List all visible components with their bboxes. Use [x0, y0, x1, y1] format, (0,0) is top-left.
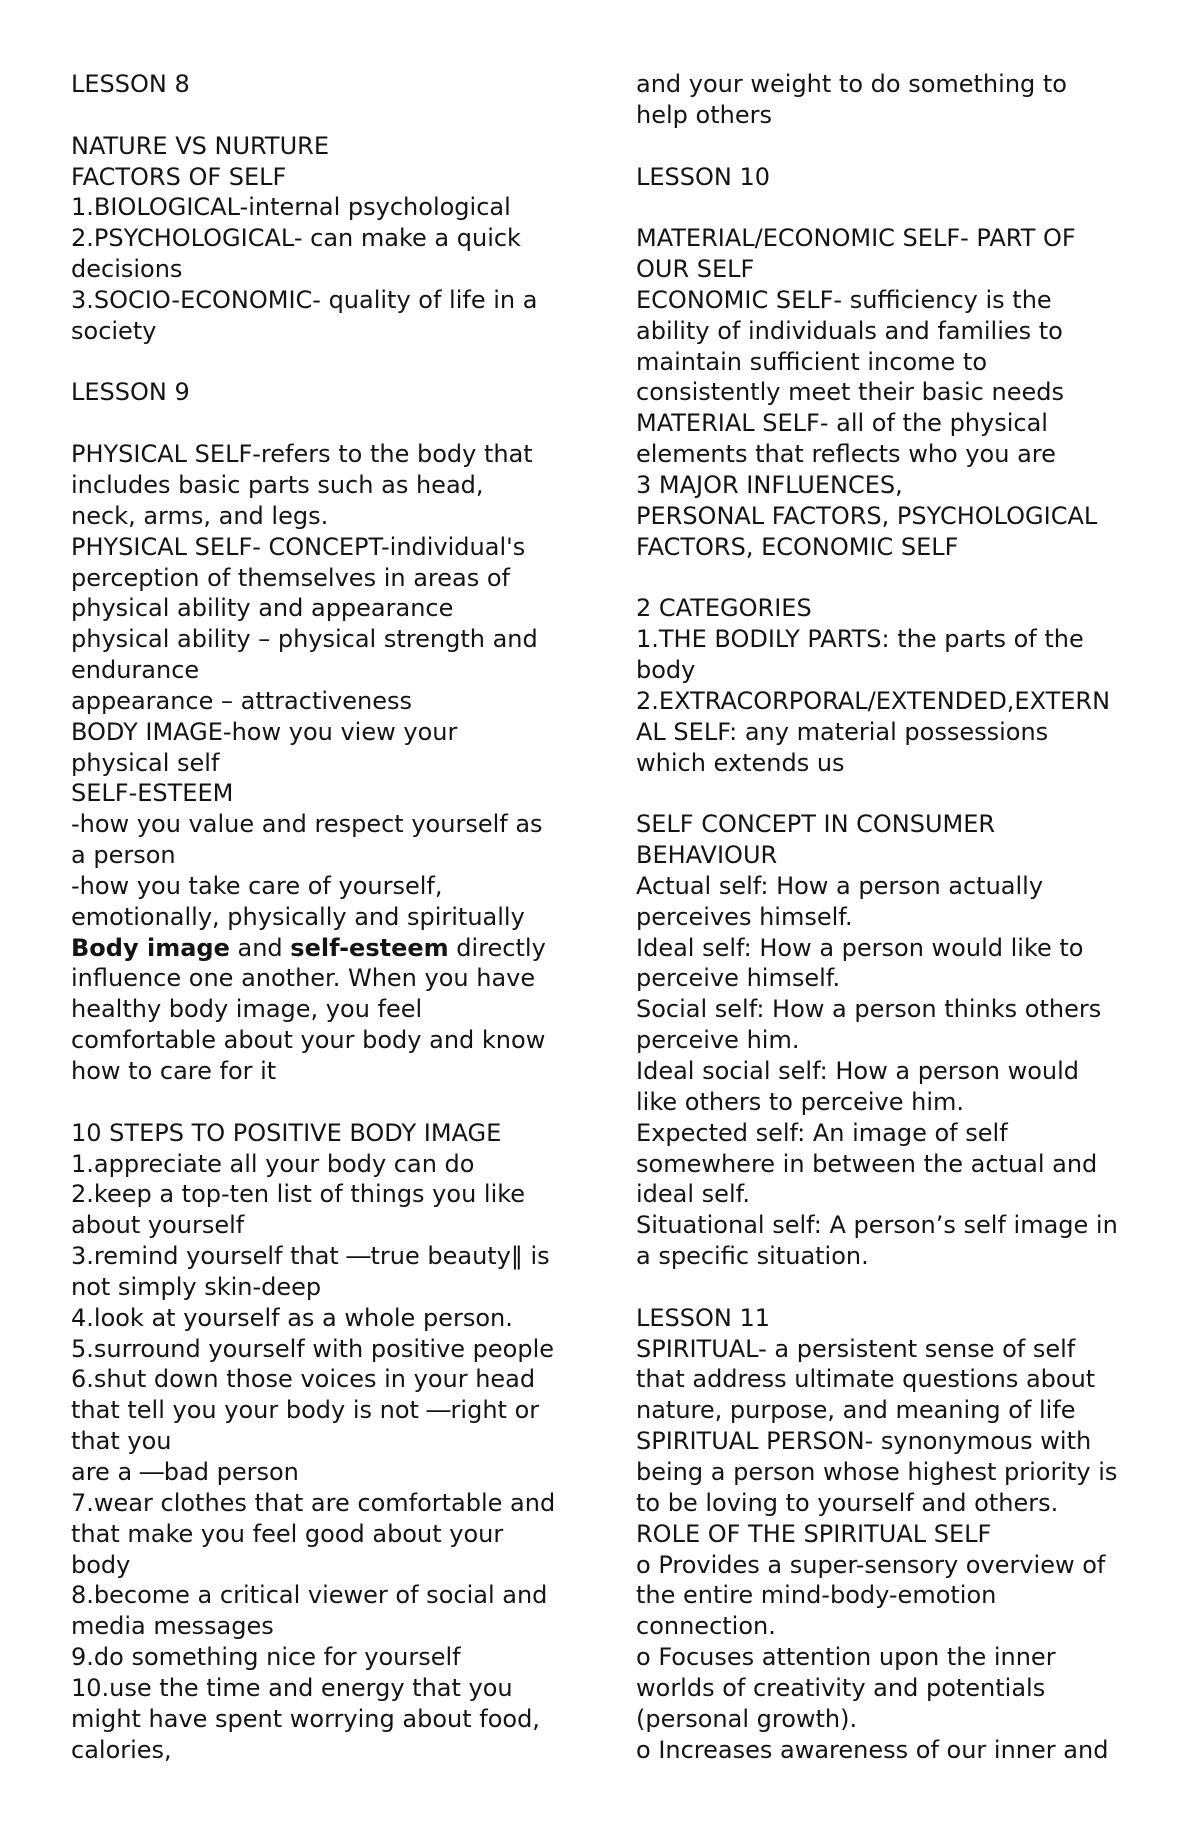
bold-text: Body image: [71, 933, 230, 962]
text-line: 10.use the time and energy that you: [71, 1673, 513, 1702]
text-line: connection.: [636, 1612, 776, 1641]
text-line: 3.SOCIO-ECONOMIC- quality of life in a: [71, 285, 538, 314]
text-line: SELF CONCEPT IN CONSUMER: [636, 810, 996, 839]
text-line: BODY IMAGE-how you view your: [71, 717, 458, 746]
text-line: worlds of creativity and potentials: [636, 1673, 1046, 1702]
text-line: 3.remind yourself that ―true beauty‖ is: [71, 1242, 550, 1271]
text-line: FACTORS, ECONOMIC SELF: [636, 532, 959, 561]
text-line: that address ultimate questions about: [636, 1365, 1096, 1394]
text-line: to be loving to yourself and others.: [636, 1488, 1059, 1517]
text-line: SPIRITUAL- a persistent sense of self: [636, 1334, 1076, 1363]
text-line: SELF-ESTEEM: [71, 779, 234, 808]
text-line: perception of themselves in areas of: [71, 563, 510, 592]
bold-text: self-esteem: [290, 933, 449, 962]
text-line: which extends us: [636, 748, 845, 777]
text-block: [71, 131, 591, 347]
text-line: comfortable about your body and know: [71, 1026, 546, 1055]
text-line: Social self: How a person thinks others: [636, 995, 1102, 1024]
text-line: the entire mind-body-emotion: [636, 1581, 997, 1610]
text-line: decisions: [71, 255, 183, 284]
text-line: neck, arms, and legs.: [71, 501, 329, 530]
text-line: 2.EXTRACORPORAL/EXTENDED,EXTERN: [636, 686, 1111, 715]
right-column: [636, 69, 1176, 1765]
text-line: [71, 933, 591, 964]
text-line: being a person whose highest priority is: [636, 1457, 1118, 1486]
text-block: [71, 377, 591, 408]
text-line: body: [71, 1550, 131, 1579]
text-block: [636, 593, 1176, 778]
text-line: perceive himself.: [636, 964, 841, 993]
text-block: [636, 809, 1176, 1272]
text-line: 7.wear clothes that are comfortable and: [71, 1488, 556, 1517]
text-line: BEHAVIOUR: [636, 841, 778, 870]
text-line: MATERIAL SELF- all of the physical: [636, 409, 1048, 438]
text-line: are a ―bad person: [71, 1457, 299, 1486]
text-line: LESSON 9: [71, 378, 190, 407]
text-line: Ideal social self: How a person would: [636, 1057, 1080, 1085]
text-line: PERSONAL FACTORS, PSYCHOLOGICAL: [636, 501, 1098, 530]
text-line: somewhere in between the actual and: [636, 1149, 1098, 1178]
text-line: Situational self: A person’s self image in: [636, 1211, 1118, 1240]
text-line: LESSON 8: [71, 70, 190, 98]
text-line: Ideal self: How a person would like to: [636, 933, 1084, 962]
text-line: MATERIAL/ECONOMIC SELF- PART OF: [636, 224, 1076, 253]
text-line: a specific situation.: [636, 1242, 869, 1271]
text-line: how to care for it: [71, 1057, 277, 1085]
text-line: 1.appreciate all your body can do: [71, 1149, 475, 1178]
text-line: ideal self.: [636, 1180, 750, 1209]
text-line: LESSON 10: [636, 162, 771, 191]
text-line: not simply skin-deep: [71, 1272, 322, 1301]
left-column: [71, 69, 591, 1765]
text-line: might have spent worrying about food,: [71, 1704, 540, 1733]
text-line: Actual self: How a person actually: [636, 871, 1044, 900]
text-line: endurance: [71, 656, 200, 685]
text-line: 10 STEPS TO POSITIVE BODY IMAGE: [71, 1118, 502, 1147]
text-line: (personal growth).: [636, 1704, 858, 1733]
text-line: a person: [71, 841, 176, 870]
text-line: o Increases awareness of our inner and: [636, 1735, 1109, 1764]
text-line: 2.keep a top-ten list of things you like: [71, 1180, 526, 1209]
text-line: perceives himself.: [636, 902, 853, 931]
text-line: elements that reflects who you are: [636, 440, 1056, 469]
text-line: physical ability and appearance: [71, 594, 454, 623]
text-line: LESSON 11: [636, 1303, 771, 1332]
text-line: PHYSICAL SELF- CONCEPT-individual's: [71, 532, 526, 561]
text-line: influence one another. When you have: [71, 964, 536, 993]
text-line: perceive him.: [636, 1026, 800, 1055]
text-line: FACTORS OF SELF: [71, 162, 287, 191]
text-line: society: [71, 316, 157, 345]
text-line: 2 CATEGORIES: [636, 594, 812, 623]
text-line: 5.surround yourself with positive people: [71, 1334, 555, 1363]
text-line: that you: [71, 1427, 172, 1456]
text-line: ECONOMIC SELF- sufficiency is the: [636, 285, 1052, 314]
text-line: healthy body image, you feel: [71, 995, 423, 1024]
text-line: consistently meet their basic needs: [636, 378, 1064, 407]
text-run: directly: [448, 933, 546, 962]
text-line: 6.shut down those voices in your head: [71, 1365, 536, 1394]
text-line: help others: [636, 100, 772, 129]
text-run: and: [229, 933, 291, 962]
text-line: maintain sufficient income to: [636, 347, 988, 376]
text-line: appearance – attractiveness: [71, 686, 412, 715]
text-line: 9.do something nice for yourself: [71, 1643, 461, 1672]
text-line: that make you feel good about your: [71, 1519, 504, 1548]
text-block: [71, 439, 591, 1087]
text-line: includes basic parts such as head,: [71, 470, 484, 499]
text-line: that tell you your body is not ―right or: [71, 1396, 540, 1425]
text-line: and your weight to do something to: [636, 70, 1067, 98]
text-line: calories,: [71, 1735, 172, 1764]
text-line: about yourself: [71, 1211, 245, 1240]
text-block: [636, 1303, 1176, 1766]
text-block: [636, 162, 1176, 193]
text-line: AL SELF: any material possessions: [636, 717, 1049, 746]
text-block: [71, 1118, 591, 1766]
text-line: media messages: [71, 1612, 274, 1641]
text-block: [636, 223, 1176, 562]
text-line: o Provides a super-sensory overview of: [636, 1550, 1106, 1579]
text-line: like others to perceive him.: [636, 1087, 965, 1116]
text-line: ROLE OF THE SPIRITUAL SELF: [636, 1519, 992, 1548]
text-line: Expected self: An image of self: [636, 1118, 1008, 1147]
text-line: physical self: [71, 748, 220, 777]
text-line: 1.BIOLOGICAL-internal psychological: [71, 193, 511, 222]
text-block: [71, 69, 591, 100]
text-line: OUR SELF: [636, 255, 755, 284]
text-line: physical ability – physical strength and: [71, 625, 538, 654]
text-line: 3 MAJOR INFLUENCES,: [636, 470, 903, 499]
text-line: 2.PSYCHOLOGICAL- can make a quick: [71, 224, 521, 253]
text-line: NATURE VS NURTURE: [71, 131, 329, 160]
text-line: o Focuses attention upon the inner: [636, 1643, 1056, 1672]
text-line: -how you take care of yourself,: [71, 871, 443, 900]
text-line: 1.THE BODILY PARTS: the parts of the: [636, 625, 1084, 654]
text-line: -how you value and respect yourself as: [71, 810, 543, 839]
text-line: body: [636, 656, 696, 685]
text-line: PHYSICAL SELF-refers to the body that: [71, 440, 533, 469]
text-line: SPIRITUAL PERSON- synonymous with: [636, 1427, 1092, 1456]
text-line: emotionally, physically and spiritually: [71, 902, 525, 931]
text-block: [636, 69, 1176, 131]
text-line: 8.become a critical viewer of social and: [71, 1581, 548, 1610]
text-line: ability of individuals and families to: [636, 316, 1063, 345]
text-line: 4.look at yourself as a whole person.: [71, 1303, 513, 1332]
text-line: nature, purpose, and meaning of life: [636, 1396, 1076, 1425]
